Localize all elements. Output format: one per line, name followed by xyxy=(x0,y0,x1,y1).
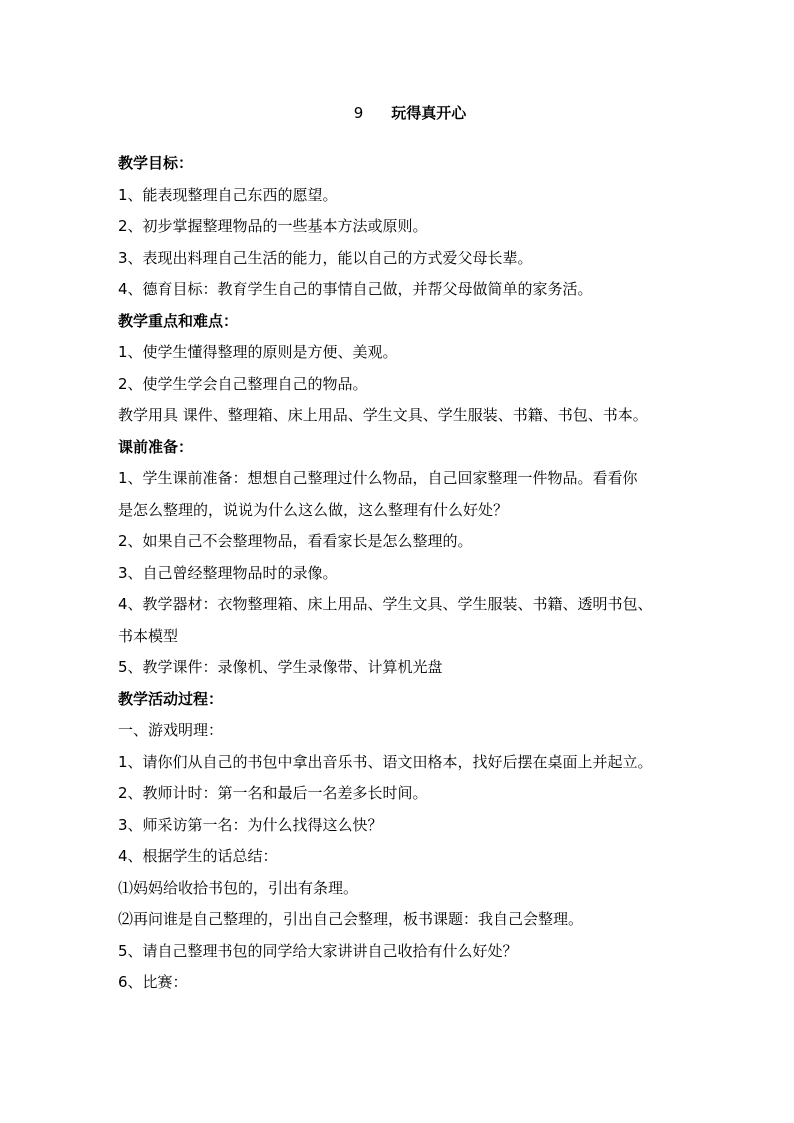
goal-item: 1、能表现整理自己东西的愿望。 xyxy=(118,185,338,204)
key-points-heading: 教学重点和难点： xyxy=(118,311,239,330)
preparation-heading: 课前准备： xyxy=(118,437,194,456)
process-item: 5、请自己整理书包的同学给大家讲讲自己收拾有什么好处？ xyxy=(118,941,518,960)
preparation-item: 2、如果自己不会整理物品，看看家长是怎么整理的。 xyxy=(118,532,473,550)
goal-item: 3、表现出料理自己生活的能力，能以自己的方式爱父母长辈。 xyxy=(118,248,533,267)
process-heading: 教学活动过程： xyxy=(118,689,224,708)
goal-item: 4、德育目标：教育学生自己的事情自己做，并帮父母做简单的家务活。 xyxy=(118,280,593,298)
lesson-number: 9 xyxy=(353,104,364,122)
key-point-item: 2、使学生学会自己整理自己的物品。 xyxy=(118,374,368,393)
goal-item: 2、初步掌握整理物品的一些基本方法或原则。 xyxy=(118,217,428,235)
lesson-title: 玩得真开心 xyxy=(391,104,467,122)
process-item: ⑴妈妈给收拾书包的，引出有条理。 xyxy=(118,878,359,897)
teaching-tools: 教学用具 课件、整理箱、床上用品、学生文具、学生服装、书籍、书包、书本。 xyxy=(118,406,648,424)
process-item: 2、教师计时：第一名和最后一名差多长时间。 xyxy=(118,784,428,802)
process-item: 3、师采访第一名：为什么找得这么快？ xyxy=(118,815,383,834)
preparation-item: 3、自己曾经整理物品时的录像。 xyxy=(118,563,338,582)
process-item: 一、游戏明理： xyxy=(118,721,224,739)
goals-heading: 教学目标： xyxy=(118,154,194,172)
preparation-item: 书本模型 xyxy=(118,626,179,645)
key-point-item: 1、使学生懂得整理的原则是方便、美观。 xyxy=(118,343,398,361)
process-item: 1、请你们从自己的书包中拿出音乐书、语文田格本，找好后摆在桌面上并起立。 xyxy=(118,752,653,771)
preparation-item: 1、学生课前准备：想想自己整理过什么物品，自己回家整理一件物品。看看你 xyxy=(118,469,638,487)
process-item: 4、根据学生的话总结： xyxy=(118,847,278,865)
preparation-item: 4、教学器材：衣物整理箱、床上用品、学生文具、学生服装、书籍、透明书包、 xyxy=(118,595,653,613)
document-page xyxy=(118,96,698,999)
preparation-item: 是怎么整理的，说说为什么这么做，这么整理有什么好处？ xyxy=(118,500,509,519)
process-item: 6、比赛： xyxy=(118,973,188,991)
document-title xyxy=(118,96,698,130)
process-item: ⑵再问谁是自己整理的，引出自己会整理，板书课题：我自己会整理。 xyxy=(118,910,584,928)
preparation-item: 5、教学课件：录像机、学生录像带、计算机光盘 xyxy=(118,658,443,676)
